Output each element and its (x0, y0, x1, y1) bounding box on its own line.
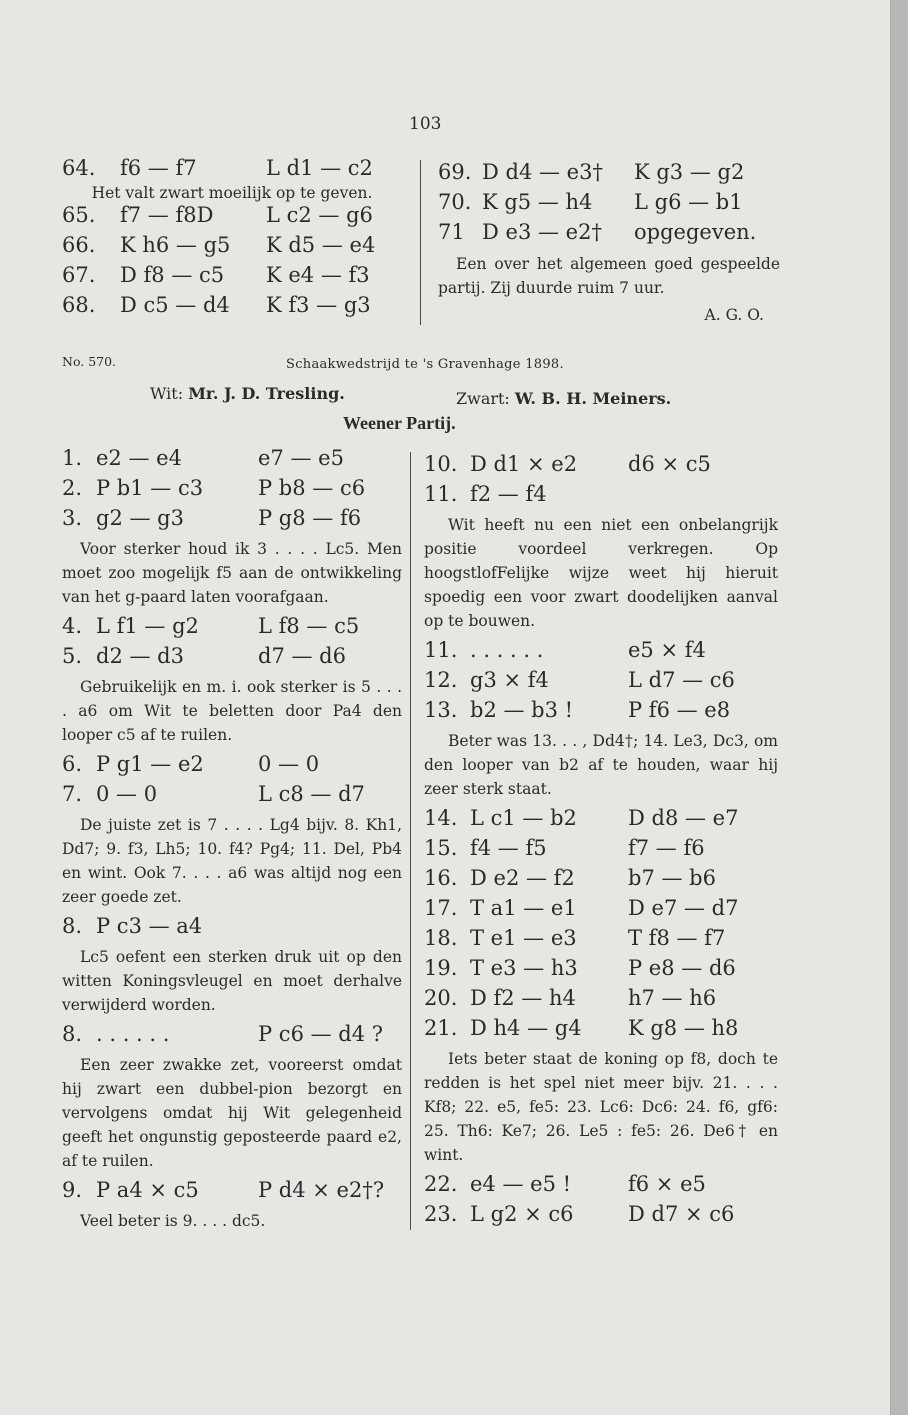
game-event: Schaakwedstrijd te 's Gravenhage 1898. (286, 357, 564, 372)
move-number: 23. (424, 1202, 458, 1226)
black-label: Zwart: (456, 389, 510, 408)
column-divider-top (420, 160, 421, 325)
black-move: L d7 — c6 (628, 668, 735, 692)
move-row (62, 782, 402, 812)
annotation: Lc5 oefent een sterken druk uit op den witten Koningsvleugel en moet derhalve verwijderd worden. (62, 948, 402, 1014)
white-move: T e1 — e3 (470, 926, 577, 950)
top-signature: A. G. O. (704, 306, 764, 324)
white-move: D f2 — h4 (470, 986, 576, 1010)
white-move: g3 × f4 (470, 668, 549, 692)
move-row (62, 752, 402, 782)
move-row (424, 668, 778, 698)
annotation: De juiste zet is 7 . . . . Lg4 bijv. 8. Kh1, Dd7; 9. f3, Lh5; 10. f4? Pg4; 11. Del, Pb4 en wint. Ook 7. . . . a6 was altijd nog een zeer goede zet. (62, 816, 402, 906)
move-row (424, 1172, 778, 1202)
column-divider-bottom (410, 452, 411, 1230)
move-row (424, 806, 778, 836)
move-number: 13. (424, 698, 458, 722)
annotation: Wit heeft nu een niet een onbelangrijk positie voordeel verkregen. Op hoogstlofFelijke wijze weet hij hieruit spoedig een voor zwart doodelijken aanval op te bouwen. (424, 516, 778, 630)
move-row (62, 644, 402, 674)
white-move: L f1 — g2 (96, 614, 199, 638)
black-move: K g3 — g2 (634, 160, 745, 184)
black-move: D e7 — d7 (628, 896, 739, 920)
white-move: D d1 × e2 (470, 452, 578, 476)
black-move: P c6 — d4 ? (258, 1022, 384, 1046)
move-number: 17. (424, 896, 458, 920)
move-number: 65. (62, 203, 96, 227)
black-move: L c8 — d7 (258, 782, 365, 806)
move-row (424, 482, 778, 512)
white-move: e4 — e5 ! (470, 1172, 572, 1196)
move-row (62, 614, 402, 644)
move-number: 16. (424, 866, 458, 890)
top-left-column (62, 156, 402, 323)
move-row (424, 698, 778, 728)
annotation: Voor sterker houd ik 3 . . . . Lc5. Men moet zoo mogelijk f5 aan de ontwikkeling van het g-paard laten voorafgaan. (62, 540, 402, 606)
move-number: 66. (62, 233, 96, 257)
move-number: 18. (424, 926, 458, 950)
black-move: P b8 — c6 (258, 476, 366, 500)
move-number: 1. (62, 446, 83, 470)
white-move: K h6 — g5 (120, 233, 231, 257)
move-number: 6. (62, 752, 83, 776)
white-move: D e3 — e2† (482, 220, 602, 244)
left-game-column (62, 446, 402, 1238)
white-move: . . . . . . (470, 638, 544, 662)
move-number: 22. (424, 1172, 458, 1196)
move-row (424, 1016, 778, 1046)
annotation: Het valt zwart moeilijk op te geven. (91, 184, 373, 202)
move-number: 14. (424, 806, 458, 830)
move-number: 19. (424, 956, 458, 980)
move-row (424, 836, 778, 866)
move-number: 4. (62, 614, 83, 638)
top-right-note: Een over het algemeen goed gespeelde partij. Zij duurde ruim 7 uur. (438, 255, 780, 297)
black-move: K e4 — f3 (266, 263, 370, 287)
move-row (424, 986, 778, 1016)
black-move: e7 — e5 (258, 446, 344, 470)
white-player-line (150, 384, 345, 403)
move-row (62, 476, 402, 506)
move-number: 10. (424, 452, 458, 476)
top-right-column (438, 160, 780, 324)
black-move: P d4 × e2†? (258, 1178, 385, 1202)
white-move: P g1 — e2 (96, 752, 204, 776)
move-number: 69. (438, 160, 472, 184)
white-move: D e2 — f2 (470, 866, 575, 890)
annotation: Iets beter staat de koning op f8, doch te redden is het spel niet meer bijv. 21. . . . Kf8; 22. e5, fe5: 23. Lc6: Dc6: 24. f6, gf6: 25. Th6: Ke7; 26. Le5 : fe5: 26. De6† en wint. (424, 1050, 778, 1164)
move-number: 11. (424, 638, 458, 662)
annotation: Gebruikelijk en m. i. ook sterker is 5 . . . . a6 om Wit te beletten door Pa4 den looper c5 af te ruilen. (62, 678, 402, 744)
white-move: T a1 — e1 (470, 896, 577, 920)
white-player: Mr. J. D. Tresling. (188, 384, 345, 403)
black-move: e5 × f4 (628, 638, 706, 662)
move-row (424, 1202, 778, 1232)
black-move: b7 — b6 (628, 866, 716, 890)
game-number: No. 570. (62, 354, 117, 369)
black-move: T f8 — f7 (628, 926, 726, 950)
black-move: K f3 — g3 (266, 293, 371, 317)
white-move: T e3 — h3 (470, 956, 578, 980)
black-move: f7 — f6 (628, 836, 705, 860)
black-move: L f8 — c5 (258, 614, 360, 638)
move-row (438, 160, 780, 190)
move-number: 11. (424, 482, 458, 506)
white-move: D d4 — e3† (482, 160, 603, 184)
black-move: opgegeven. (634, 220, 757, 244)
black-move: h7 — h6 (628, 986, 717, 1010)
move-row (62, 263, 402, 293)
move-row (62, 203, 402, 233)
move-number: 15. (424, 836, 458, 860)
move-row (62, 233, 402, 263)
move-row (438, 190, 780, 220)
black-move: d7 — d6 (258, 644, 346, 668)
move-row (424, 638, 778, 668)
move-row (62, 293, 402, 323)
white-move: P b1 — c3 (96, 476, 204, 500)
move-row (424, 896, 778, 926)
black-move: f6 × e5 (628, 1172, 706, 1196)
black-move: P g8 — f6 (258, 506, 362, 530)
move-number: 3. (62, 506, 83, 530)
page-number: 103 (409, 114, 442, 134)
move-number: 67. (62, 263, 96, 287)
move-row (424, 926, 778, 956)
white-move: f6 — f7 (120, 156, 197, 180)
white-move: K g5 — h4 (482, 190, 593, 214)
white-move: . . . . . . (96, 1022, 170, 1046)
move-number: 71 (438, 220, 465, 244)
black-move: K g8 — h8 (628, 1016, 739, 1040)
white-move: f2 — f4 (470, 482, 547, 506)
move-number: 2. (62, 476, 83, 500)
move-number: 68. (62, 293, 96, 317)
move-number: 20. (424, 986, 458, 1010)
annotation: Een zeer zwakke zet, vooreerst omdat hij zwart een dubbel-pion bezorgt en vervolgens omdat hij Wit gelegenheid geeft het ongunstig geposteerde paard e2, af te ruilen. (62, 1056, 402, 1170)
white-move: L g2 × c6 (470, 1202, 574, 1226)
move-number: 21. (424, 1016, 458, 1040)
black-move: K d5 — e4 (266, 233, 376, 257)
move-number: 12. (424, 668, 458, 692)
white-move: d2 — d3 (96, 644, 184, 668)
move-number: 8. (62, 914, 83, 938)
white-move: f4 — f5 (470, 836, 547, 860)
black-move: L g6 — b1 (634, 190, 743, 214)
move-row (62, 506, 402, 536)
white-move: D c5 — d4 (120, 293, 230, 317)
black-move: 0 — 0 (258, 752, 320, 776)
white-move: e2 — e4 (96, 446, 182, 470)
white-move: L c1 — b2 (470, 806, 577, 830)
black-player: W. B. H. Meiners. (514, 389, 672, 408)
white-move: P a4 × c5 (96, 1178, 199, 1202)
move-row (62, 914, 402, 944)
move-row (62, 1178, 402, 1208)
move-row (62, 156, 402, 186)
white-move: b2 — b3 ! (470, 698, 574, 722)
move-number: 8. (62, 1022, 83, 1046)
white-move: f7 — f8D (120, 203, 214, 227)
move-row (62, 446, 402, 476)
black-move: P e8 — d6 (628, 956, 736, 980)
move-row (62, 1022, 402, 1052)
black-move: P f6 — e8 (628, 698, 731, 722)
move-number: 5. (62, 644, 83, 668)
move-row (424, 956, 778, 986)
white-move: 0 — 0 (96, 782, 158, 806)
move-row (424, 452, 778, 482)
black-move: D d7 × c6 (628, 1202, 735, 1226)
black-player-line (456, 389, 671, 408)
right-game-column (424, 452, 778, 1232)
black-move: D d8 — e7 (628, 806, 739, 830)
black-move: L d1 — c2 (266, 156, 373, 180)
move-row (438, 220, 780, 250)
black-move: L c2 — g6 (266, 203, 373, 227)
annotation: Veel beter is 9. . . . dc5. (80, 1212, 266, 1230)
move-number: 9. (62, 1178, 83, 1202)
move-number: 64. (62, 156, 96, 180)
white-move: g2 — g3 (96, 506, 184, 530)
move-number: 70. (438, 190, 472, 214)
move-number: 7. (62, 782, 83, 806)
annotation: Beter was 13. . . , Dd4†; 14. Le3, Dc3, om den looper van b2 af te houden, waar hij zeer sterk staat. (424, 732, 778, 798)
white-label: Wit: (150, 384, 184, 403)
opening-title: Weener Partij. (343, 413, 456, 433)
white-move: D h4 — g4 (470, 1016, 582, 1040)
white-move: P c3 — a4 (96, 914, 203, 938)
white-move: D f8 — c5 (120, 263, 225, 287)
move-row (424, 866, 778, 896)
black-move: d6 × c5 (628, 452, 711, 476)
